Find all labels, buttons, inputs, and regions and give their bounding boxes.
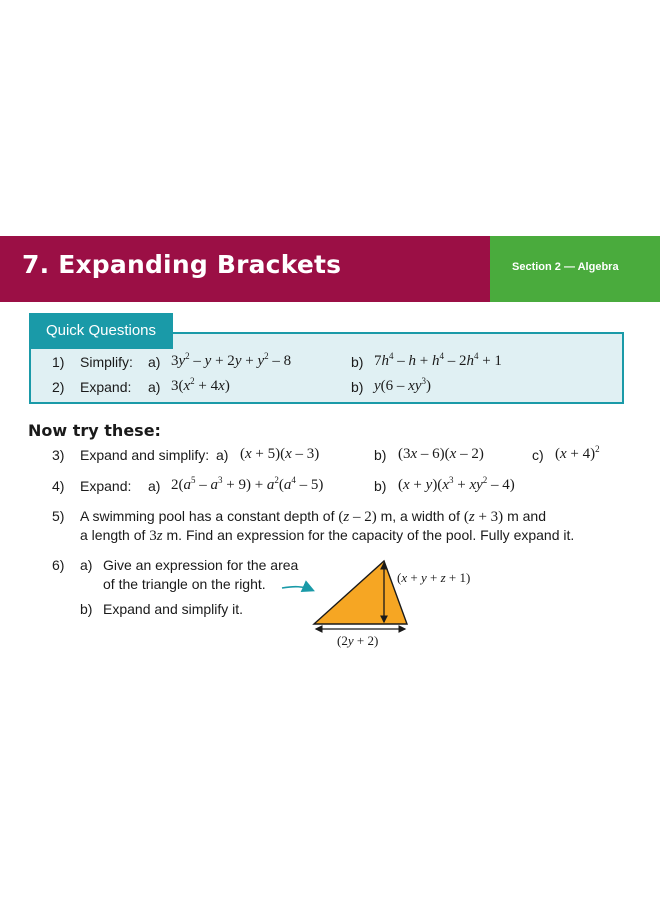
q5-text: A swimming pool has a constant depth of bbox=[80, 508, 339, 524]
question-4-label: Expand: bbox=[80, 478, 132, 494]
question-5-line-1: A swimming pool has a constant depth of (z – 2) m, a width of (z + 3) m and bbox=[80, 508, 546, 525]
question-2b-expression: $y(6 - xy^3)$ bbox=[374, 376, 431, 394]
question-3-number: 3) bbox=[52, 447, 65, 463]
height-label: (x + y + z + 1) bbox=[397, 570, 471, 585]
question-6-number: 6) bbox=[52, 557, 65, 573]
question-3b-label: b) bbox=[374, 447, 387, 463]
question-3a-label: a) bbox=[216, 447, 229, 463]
quick-questions-title: Quick Questions bbox=[29, 313, 173, 349]
question-4a-label: a) bbox=[148, 478, 161, 494]
question-4-number: 4) bbox=[52, 478, 65, 494]
question-5-line-2: a length of 3z m. Find an expression for the capacity of the pool. Fully expand it. bbox=[80, 527, 575, 544]
question-5-number: 5) bbox=[52, 508, 65, 524]
question-6b-text: Expand and simplify it. bbox=[103, 601, 244, 617]
question-3c-label: c) bbox=[532, 447, 544, 463]
question-3c-expression: $(x + 4)^2$ bbox=[555, 444, 600, 462]
question-2b-label: b) bbox=[351, 379, 364, 395]
q5-text: a length of bbox=[80, 527, 150, 543]
question-3b-expression: (3x – 6)(x – 2) bbox=[398, 446, 484, 462]
question-1b-label: b) bbox=[351, 354, 364, 370]
question-4b-label: b) bbox=[374, 478, 387, 494]
q5-text: m, a width of bbox=[376, 508, 464, 524]
question-3a-expression: (x + 5)(x – 3) bbox=[240, 446, 320, 462]
now-try-heading: Now try these: bbox=[28, 421, 161, 440]
question-1a-label: a) bbox=[148, 354, 161, 370]
question-2a-expression: $3(x^2 + 4x)$ bbox=[171, 376, 230, 394]
question-6a-label: a) bbox=[80, 557, 93, 573]
section-label: Section 2 — Algebra bbox=[512, 261, 619, 273]
question-6a-line-2: of the triangle on the right. bbox=[103, 576, 266, 592]
question-2a-label: a) bbox=[148, 379, 161, 395]
base-label: (2y + 2) bbox=[337, 633, 379, 648]
question-6b-label: b) bbox=[80, 601, 93, 617]
chapter-title: 7. Expanding Brackets bbox=[22, 250, 342, 279]
question-2-label: Expand: bbox=[80, 379, 132, 395]
question-6a-line-1: Give an expression for the area bbox=[103, 557, 299, 573]
question-number: 1) bbox=[52, 354, 65, 370]
question-4a-expression: $2(a^5 - a^3 + 9) + a^2(a^4 - 5)$ bbox=[171, 475, 324, 493]
q5-text: m. Find an expression for the capacity of the pool. Fully expand it. bbox=[162, 527, 575, 543]
question-number: 2) bbox=[52, 379, 65, 395]
triangle-shape bbox=[314, 561, 407, 624]
pointer-arrow-icon bbox=[282, 587, 312, 590]
q5-text: m and bbox=[503, 508, 546, 524]
question-4b-expression: $(x + y)(x^3 + xy^2 - 4)$ bbox=[398, 475, 515, 493]
question-1a-expression: $3y^2 - y + 2y + y^2 - 8$ bbox=[171, 351, 292, 369]
question-1-label: Simplify: bbox=[80, 354, 133, 370]
question-3-label: Expand and simplify: bbox=[80, 447, 210, 463]
question-1b-expression: $7h^4 - h + h^4 - 2h^4 + 1$ bbox=[374, 351, 502, 369]
